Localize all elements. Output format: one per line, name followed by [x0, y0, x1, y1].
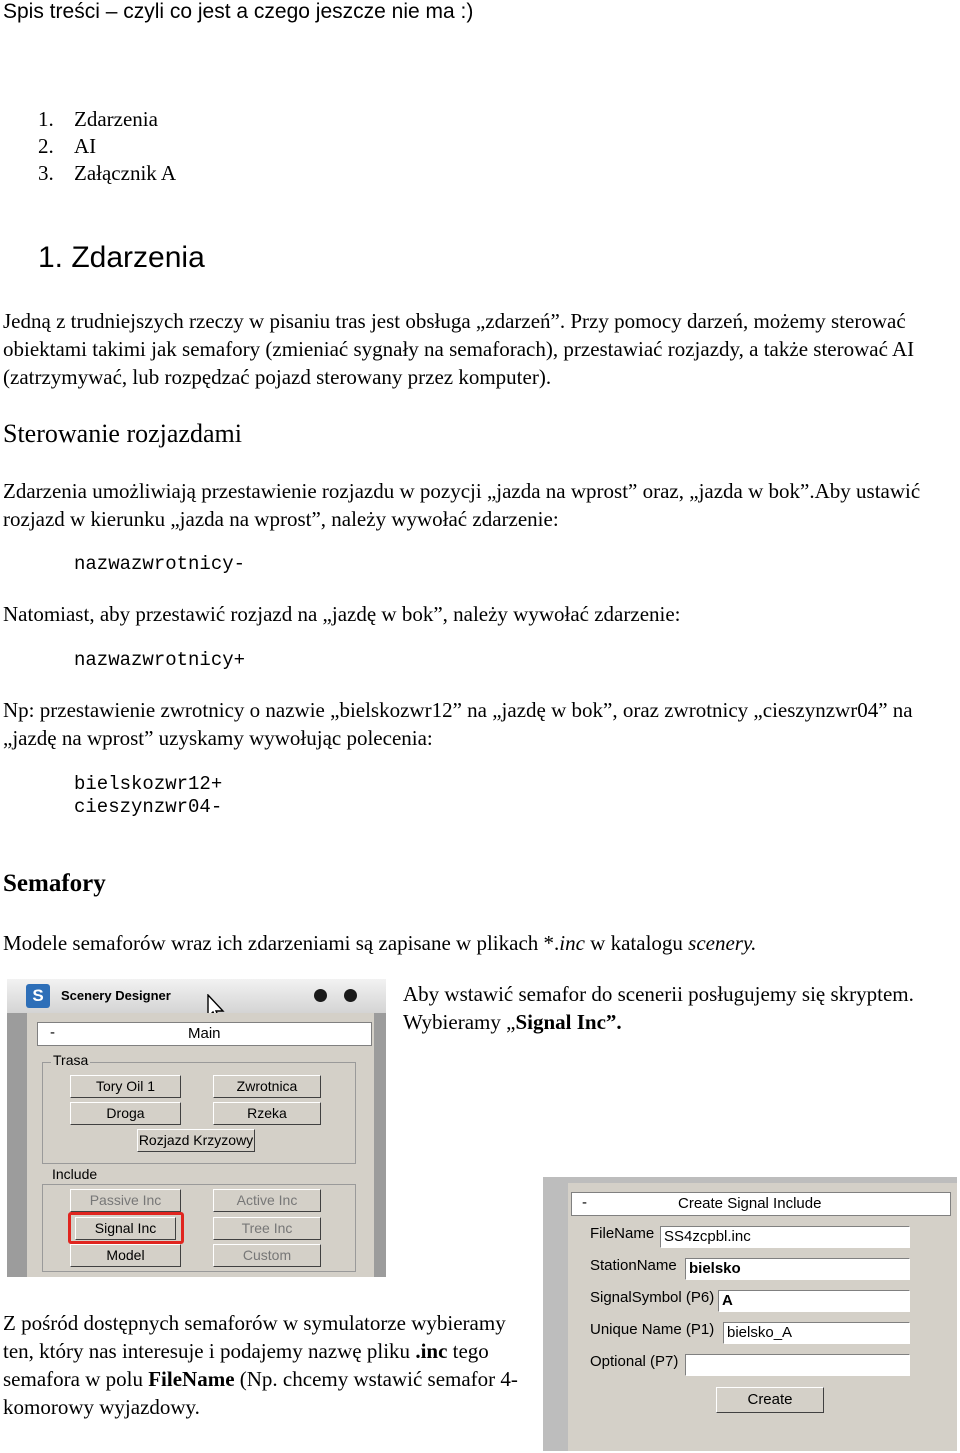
- text-run: Modele semaforów wraz ich zdarzeniami są zapisane w plikach *.: [3, 931, 560, 955]
- toc-label: Załącznik A: [74, 161, 177, 185]
- scenery-designer-screenshot: [7, 979, 386, 1277]
- code-line: nazwazwrotnicy-: [74, 553, 246, 575]
- toc-number: 3.: [38, 161, 54, 185]
- window-titlebar: [7, 979, 386, 1013]
- tree-inc-button[interactable]: Tree Inc: [213, 1217, 321, 1240]
- semafory-bottom-paragraph: [3, 1309, 528, 1421]
- rzeka-button[interactable]: Rzeka: [213, 1102, 321, 1125]
- active-inc-button[interactable]: Active Inc: [213, 1189, 321, 1212]
- window-title: Scenery Designer: [61, 988, 171, 1003]
- custom-button[interactable]: Custom: [213, 1244, 321, 1267]
- code-line: bielskozwr12+: [74, 773, 223, 795]
- toc-number: 1.: [38, 107, 54, 131]
- text-run: Aby wstawić semafor do scenerii posługujemy się skryptem. Wybieramy „: [403, 982, 914, 1034]
- field-label: StationName: [590, 1257, 677, 1274]
- app-logo-icon: S: [26, 984, 50, 1008]
- rollout-title: Create Signal Include: [678, 1195, 822, 1212]
- field-label: Unique Name (P1): [590, 1321, 715, 1338]
- text-run: .inc: [415, 1339, 448, 1363]
- highlight-box: [68, 1212, 184, 1244]
- rollout-create-signal[interactable]: [571, 1192, 951, 1216]
- field-label: Optional (P7): [590, 1353, 679, 1370]
- text-run: w katalogu: [584, 931, 689, 955]
- unique-name-input[interactable]: bielsko_A: [723, 1322, 910, 1344]
- passive-inc-button[interactable]: Passive Inc: [70, 1189, 181, 1212]
- section-heading-zdarzenia: 1. Zdarzenia: [38, 241, 205, 274]
- toc-number: 2.: [38, 134, 54, 158]
- collapse-icon: -: [582, 1194, 587, 1211]
- tory-button[interactable]: Tory Oil 1: [70, 1075, 181, 1098]
- heading-sterowanie-rozjazdami: Sterowanie rozjazdami: [3, 419, 242, 448]
- optional-input[interactable]: [685, 1354, 910, 1376]
- model-button[interactable]: Model: [70, 1244, 181, 1267]
- document-header: Spis treści – czyli co jest a czego jeszcze nie ma :): [3, 0, 474, 23]
- text-run: FileName: [148, 1367, 235, 1391]
- field-label: FileName: [590, 1225, 655, 1242]
- group-label: Include: [52, 1166, 98, 1182]
- filename-input[interactable]: SS4zcpbl.inc: [660, 1226, 910, 1248]
- signal-inc-button[interactable]: Signal Inc: [75, 1217, 176, 1240]
- group-label: Trasa: [53, 1052, 89, 1068]
- semafory-paragraph: [3, 929, 953, 957]
- text-run: ”.: [605, 1010, 622, 1034]
- station-name-input[interactable]: bielsko: [685, 1258, 910, 1280]
- collapse-icon: -: [50, 1024, 55, 1041]
- text-run: (Np. chcemy wstawić semafor 4-komorowy wyjazdowy.: [3, 1367, 518, 1419]
- field-label: SignalSymbol (P6): [590, 1289, 715, 1306]
- rozjazd-krzyzowy-button[interactable]: Rozjazd Krzyzowy: [137, 1129, 255, 1152]
- text-run: scenery.: [688, 931, 757, 955]
- code-line: cieszynzwr04-: [74, 796, 223, 818]
- create-signal-screenshot: [543, 1177, 957, 1451]
- signal-symbol-input[interactable]: A: [718, 1290, 910, 1312]
- text-run: Z pośród dostępnych semaforów w symulatorze wybieramy ten, który nas interesuje i podajemy nazwę pliku: [3, 1311, 506, 1363]
- toc-item: [38, 160, 176, 187]
- rozjazdy-paragraph-2: Natomiast, aby przestawić rozjazd na „jazdę w bok”, należy wywołać zdarzenie:: [3, 602, 681, 626]
- intro-paragraph: Jedną z trudniejszych rzeczy w pisaniu tras jest obsługa „zdarzeń”. Przy pomocy darzeń, możemy sterować obiektami takimi jak semafory (zmieniać sygnały na semaforach), przestawiać rozjazdy, a także sterować AI (zatrzymywać, lub rozpędzać pojazd sterowany przez komputer).: [3, 309, 915, 389]
- zwrotnica-button[interactable]: Zwrotnica: [213, 1075, 321, 1098]
- semafory-side-paragraph: [403, 980, 923, 1036]
- text-run: Signal Inc: [515, 1010, 606, 1034]
- code-line: nazwazwrotnicy+: [74, 649, 246, 671]
- toc-item: [38, 133, 96, 160]
- close-icon[interactable]: [344, 989, 357, 1002]
- toc-label: Zdarzenia: [74, 107, 158, 131]
- minimize-icon[interactable]: [314, 989, 327, 1002]
- rollout-title: Main: [188, 1025, 221, 1042]
- heading-semafory: Semafory: [3, 870, 106, 897]
- create-button[interactable]: Create: [716, 1387, 824, 1413]
- toc-label: AI: [74, 134, 97, 158]
- toc-item: [38, 106, 158, 133]
- rozjazdy-paragraph-1: Zdarzenia umożliwiają przestawienie rozjazdu w pozycji „jazda na wprost” oraz, „jazda w bok”.Aby ustawić rozjazd w kierunku „jazda na wprost”, należy wywołać zdarzenie:: [3, 479, 921, 531]
- text-run: tego semafora w polu: [3, 1339, 489, 1391]
- rollout-main[interactable]: [37, 1022, 372, 1046]
- text-run: inc: [559, 931, 585, 955]
- droga-button[interactable]: Droga: [70, 1102, 181, 1125]
- rozjazdy-paragraph-3: Np: przestawienie zwrotnicy o nazwie „bielskozwr12” na „jazdę w bok”, oraz zwrotnicy „cieszynzwr04” na „jazdę na wprost” uzyskamy wywołując polecenia:: [3, 698, 913, 750]
